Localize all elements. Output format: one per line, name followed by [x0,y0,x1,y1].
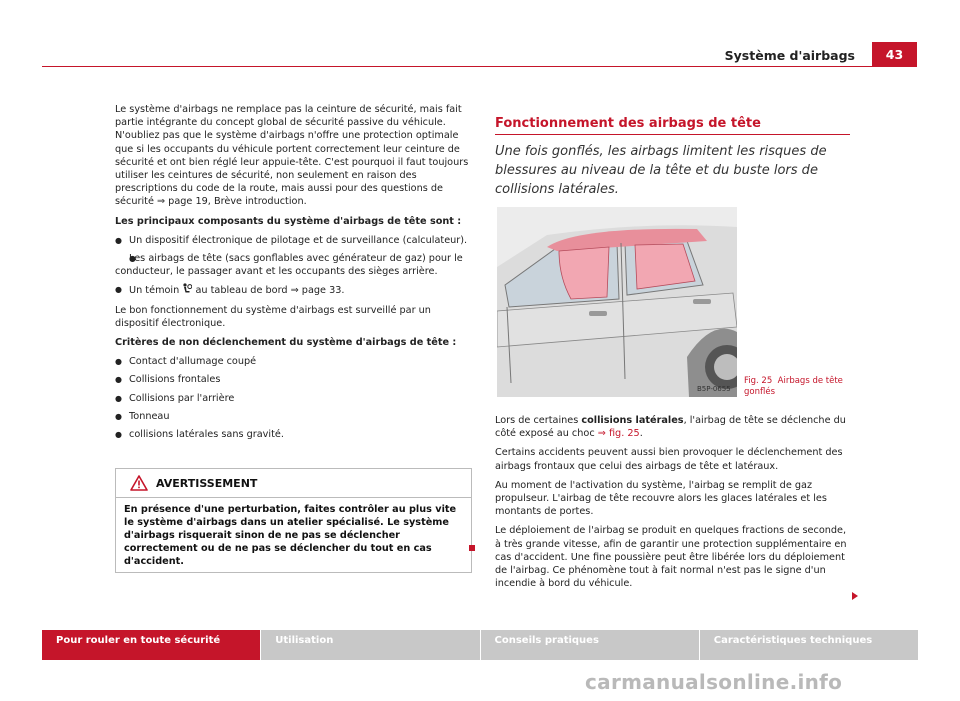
figure-caption-number: Fig. 25 [744,376,773,386]
text-run: , l'airbag de tête se déclenche du côté exposé au choc [495,415,846,440]
criteria-heading: Critères de non déclenchement du système d'airbags de tête : [115,337,457,349]
lamp-suffix: au tableau de bord ⇒ page 33. [195,285,345,297]
accidents-paragraph: Certains accidents peuvent aussi bien provoquer le déclenchement des airbags frontaux que celui des airbags de tête et latéraux. [495,447,843,472]
section-heading: Fonctionnement des airbags de tête [495,116,761,131]
section-heading-rule [495,134,850,135]
footer-nav [42,630,918,660]
components-list [115,234,471,298]
list-item: ● Collisions par l'arrière [115,392,471,405]
list-item: ● Tonneau [115,410,471,423]
warning-text: En présence d'une perturbation, faites contrôler au plus vite le système d'airbags dans un atelier spécialisé. Le système d'airbags risquerait sinon de ne pas se déclencher correctement ou de ne pas se déclencher du tout en cas d'accident. [124,504,457,567]
lamp-prefix: Un témoin [129,285,180,297]
section-intro: Une fois gonflés, les airbags limitent les risques de blessures au niveau de la tête et du buste lors de collisions latérales. [495,144,827,197]
tab-technical-data[interactable]: Caractéristiques techniques [700,630,918,660]
section-title: Système d'airbags [724,48,855,63]
tab-practical-tips[interactable]: Conseils pratiques [481,630,699,660]
warning-triangle-icon [130,475,148,491]
list-item: ● Les airbags de tête (sacs gonflables avec générateur de gaz) pour le conducteur, le passager avant et les occupants des sièges arrière. [115,252,471,278]
list-item: ● Contact d'allumage coupé [115,355,471,368]
text-run: Lors de certaines [495,415,579,426]
monitoring-paragraph: Le bon fonctionnement du système d'airbags est surveillé par un dispositif électronique. [115,304,431,329]
left-column [115,103,471,447]
warning-title: AVERTISSEMENT [156,476,258,490]
warning-box [115,468,472,573]
right-column [495,414,853,596]
figure-caption-text: Airbags de tête gonflés [744,376,843,397]
components-heading: Les principaux composants du système d'airbags de tête sont : [115,215,462,227]
side-impact-paragraph [495,414,853,440]
activation-paragraph: Au moment de l'activation du système, l'airbag se remplit de gaz propulseur. L'airbag de tête recouvre alors les glaces latérales et les montants de portes. [495,479,827,518]
list-item: ● Un dispositif électronique de pilotage et de surveillance (calculateur). [115,234,471,247]
criteria-list [115,355,471,441]
figure-code: B5P-0655 [697,385,731,393]
section-end-marker [469,545,475,551]
tab-safety[interactable]: Pour rouler en toute sécurité [42,630,260,660]
list-item: ● collisions latérales sans gravité. [115,428,471,441]
figure-airbags-illustration [497,207,737,397]
page-number: 43 [872,42,917,66]
airbag-warning-lamp-icon [182,283,192,294]
list-item: ● Collisions frontales [115,373,471,386]
deployment-paragraph: Le déploiement de l'airbag se produit en quelques fractions de seconde, à très grande vitesse, afin de garantir une protection supplémentaire en cas d'accident. Une fine poussière peut être libérée lors du déploiement de l'airbag. Ce phénomène tout à fait normal n'est pas le signe d'un incendie à bord du véhicule. [495,525,847,590]
text-run: . [639,428,643,440]
intro-paragraph: Le système d'airbags ne remplace pas la ceinture de sécurité, mais fait partie intégrante du concept global de sécurité passive du véhicule. N'oubliez pas que le système d'airbags n'offre une protection optimale que si les occupants du véhicule portent correctement leur ceinture de sécurité et ont bien réglé leur appuie-tête. C'est pourquoi il faut toujours utiliser les ceintures de sécurité, non seulement en raison des prescriptions du code de la route, mais aussi pour des questions de sécurité ⇒ page 19, Brève introduction. [115,104,469,208]
tab-operation[interactable]: Utilisation [261,630,479,660]
watermark: carmanualsonline.info [585,670,843,694]
list-item [115,283,471,297]
figure-link[interactable]: ⇒ fig. 25 [597,428,640,440]
warning-header [116,469,471,498]
header-rule [42,66,917,67]
continue-arrow-icon [852,592,858,600]
figure-caption [744,376,854,397]
side-impact-term: collisions latérales [581,415,684,426]
